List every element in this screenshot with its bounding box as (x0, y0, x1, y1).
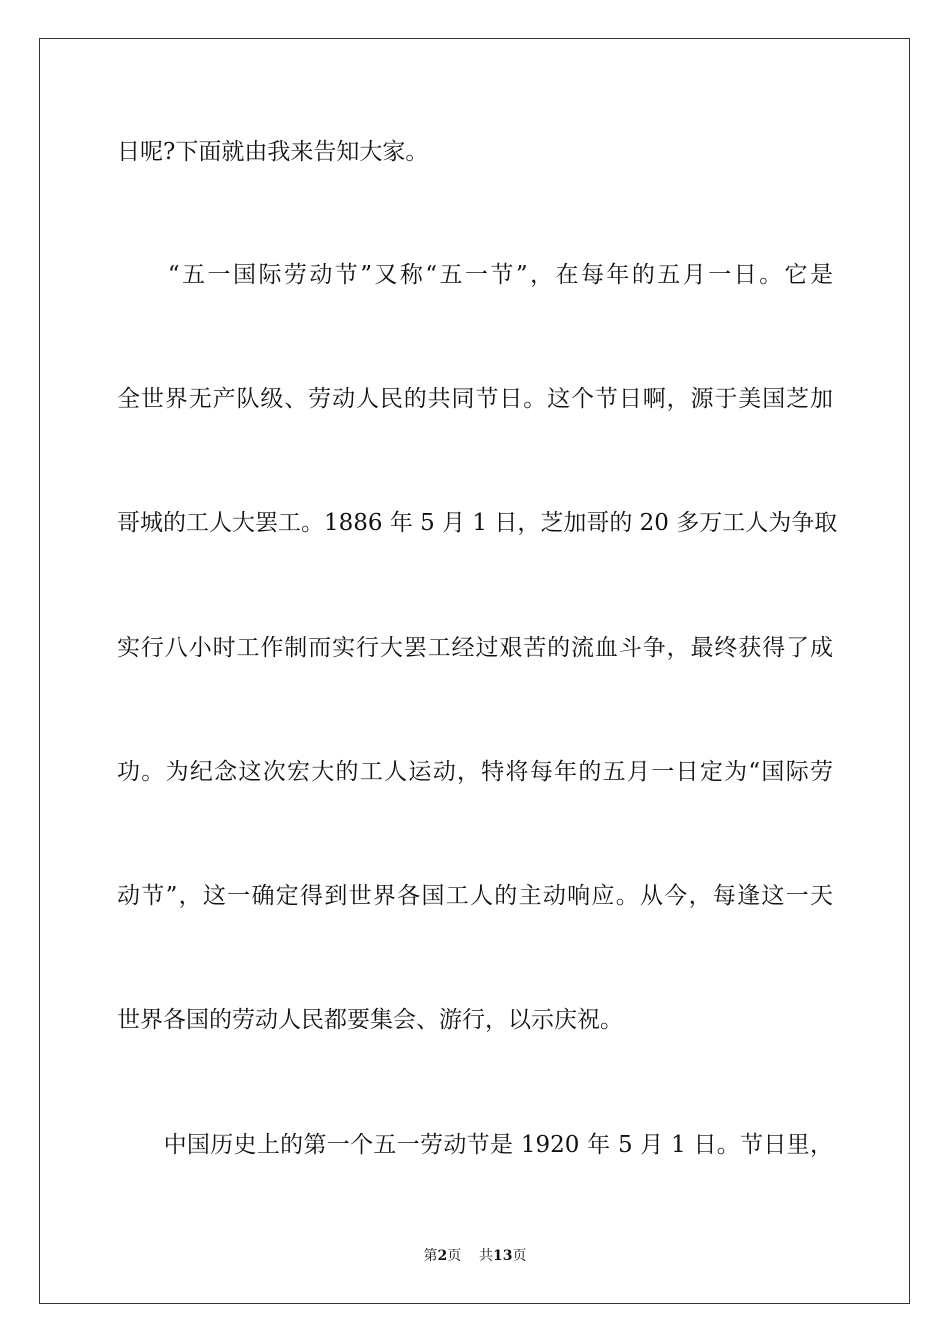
text-line-1: 日呢?下面就由我来告知大家。 (117, 139, 429, 165)
text-line-2: “五一国际劳动节”又称“五一节”，在每年的五月一日。它是 (117, 262, 833, 288)
current-page-number: 2 (437, 1248, 448, 1264)
text-line-9: 中国历史上的第一个五一劳动节是 1920 年 5 月 1 日。节日里， (117, 1132, 833, 1158)
page-prefix: 第 (423, 1248, 438, 1264)
total-unit: 页 (512, 1248, 527, 1264)
text-line-4: 哥城的工人大罢工。1886 年 5 月 1 日，芝加哥的 20 多万工人为争取 (117, 510, 838, 536)
page-footer (0, 1247, 950, 1265)
total-prefix: 共 (479, 1248, 494, 1264)
text-line-3: 全世界无产队级、劳动人民的共同节日。这个节日啊，源于美国芝加 (117, 386, 833, 412)
text-line-8: 世界各国的劳动人民都要集会、游行，以示庆祝。 (117, 1007, 623, 1033)
page-frame (39, 38, 910, 1304)
text-line-6: 功。为纪念这次宏大的工人运动，特将每年的五月一日定为“国际劳 (117, 759, 833, 785)
total-page-number: 13 (493, 1248, 513, 1264)
text-line-5: 实行八小时工作制而实行大罢工经过艰苦的流血斗争，最终获得了成 (117, 635, 833, 661)
page-unit: 页 (447, 1248, 462, 1264)
text-line-7: 动节”，这一确定得到世界各国工人的主动响应。从今，每逢这一天 (117, 883, 833, 909)
